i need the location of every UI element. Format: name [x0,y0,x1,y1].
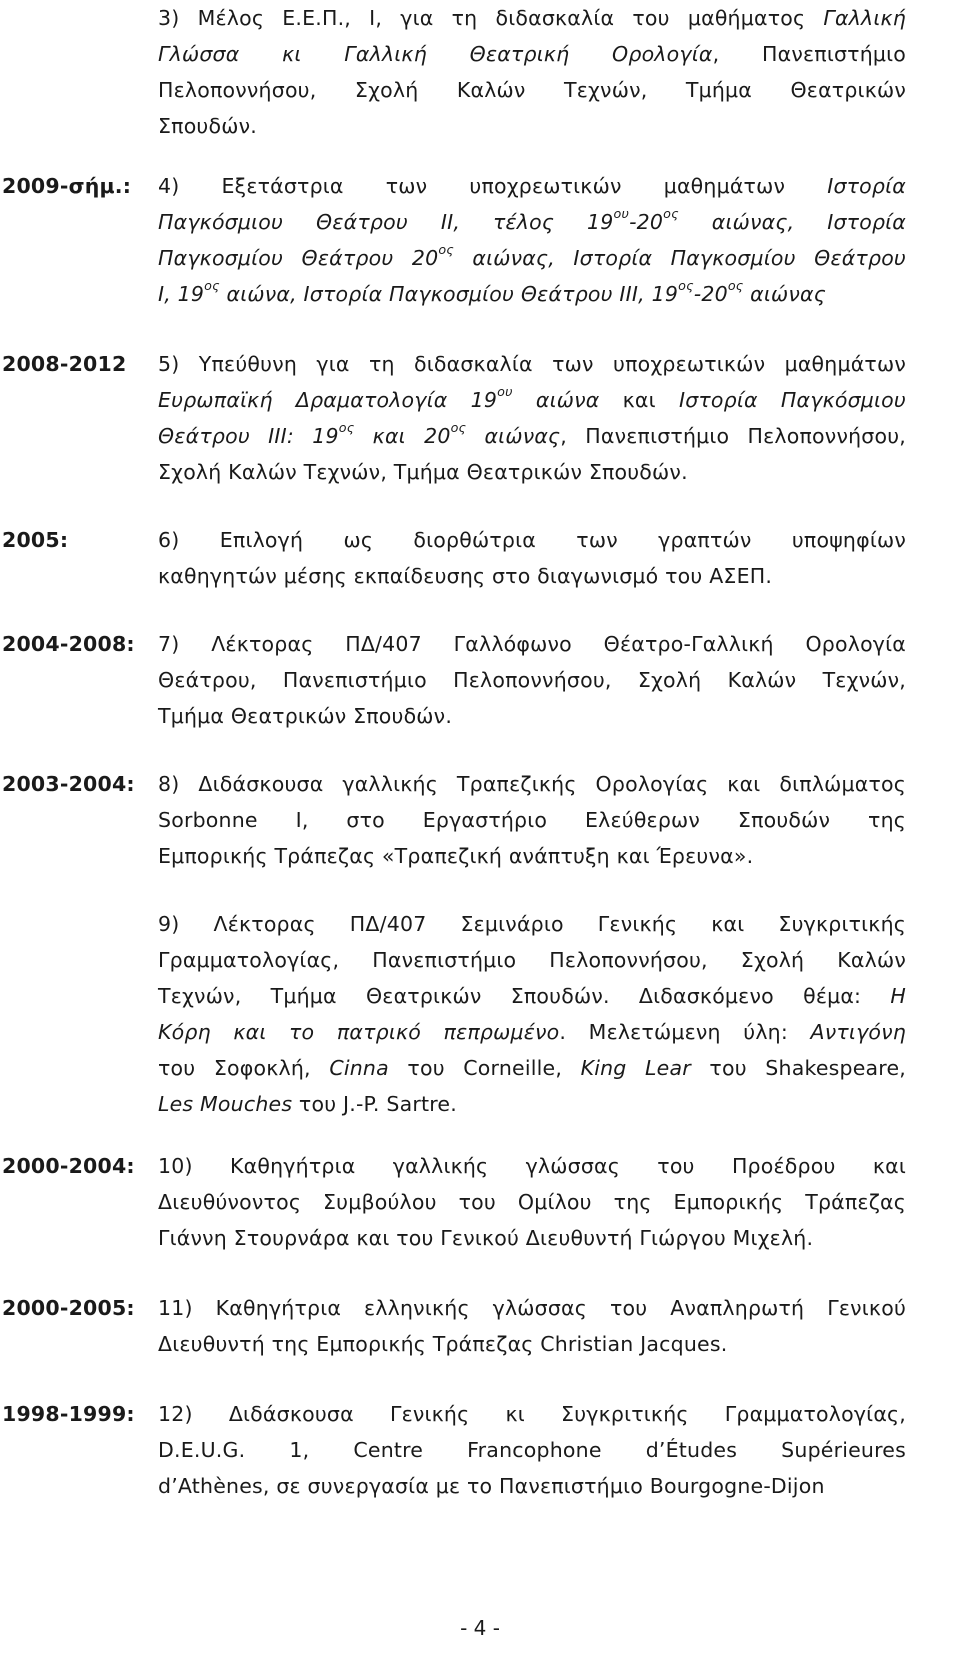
entry-date: 2004-2008: [2,632,135,656]
text-run: Εμπορικής Τράπεζας «Τραπεζική ανάπτυξη και Έρευνα». [158,844,754,868]
entry-text [158,1396,906,1504]
text-line [158,1050,906,1086]
text-line [158,1432,906,1468]
text-line [158,418,906,454]
text-run: και 20 [354,424,451,448]
text-run: Διευθύνοντος Συμβούλου του Ομίλου της Εμπορικής Τράπεζας [158,1190,906,1214]
text-line [158,108,906,144]
text-run: d’Athènes, σε συνεργασία με το Πανεπιστήμιο Bourgogne-Dijon [158,1474,825,1498]
text-line [158,0,906,36]
entry-date: 2008-2012 [2,352,127,376]
text-run: Les Mouches [158,1092,293,1116]
superscript: ος [678,278,694,294]
text-run: Αντιγόνη [810,1020,906,1044]
page-number: - 4 - [460,1616,500,1640]
text-run: Παγκοσμίου Θεάτρου 20 [158,246,439,270]
text-run: του Σοφοκλή, [158,1056,330,1080]
text-run: , Πανεπιστήμιο [712,42,907,66]
text-line [158,72,906,108]
text-run: Τεχνών, Τμήμα Θεατρικών Σπουδών. Διδασκόμενο θέμα: [158,984,891,1008]
text-run: Σπουδών. [158,114,257,138]
text-run: -20 [629,210,664,234]
entry-date: 2003-2004: [2,772,135,796]
superscript: ος [663,206,679,222]
text-line [158,1148,906,1184]
text-run: 5) Υπεύθυνη για τη διδασκαλία των υποχρεωτικών μαθημάτων [158,352,906,376]
text-line [158,942,906,978]
entry-date: 1998-1999: [2,1402,135,1426]
text-line [158,1184,906,1220]
text-line [158,802,906,838]
text-run: -20 [693,282,728,306]
text-line [158,36,906,72]
text-run: Η [890,984,906,1008]
text-line [158,522,906,558]
text-run: Θεάτρου, Πανεπιστήμιο Πελοποννήσου, Σχολή Καλών Τεχνών, [158,668,906,692]
text-line [158,454,906,490]
text-run: του Shakespeare, [690,1056,907,1080]
entry-date: 2000-2004: [2,1154,135,1178]
text-run: Ιστορία Παγκόσμιου [678,388,906,412]
text-run: αιώνας, Ιστορία Παγκοσμίου Θεάτρου [453,246,906,270]
entry-date: 2005: [2,528,69,552]
text-line [158,382,906,418]
entry-text [158,1148,906,1256]
text-run: 8) Διδάσκουσα γαλλικής Τραπεζικής Ορολογίας και διπλώματος [158,772,906,796]
superscript: ου [497,384,513,400]
text-line [158,662,906,698]
text-run: Παγκόσμιου Θεάτρου ΙΙ, τέλος 19 [158,210,614,234]
text-run: 4) Εξετάστρια των υποχρεωτικών μαθημάτων [158,174,828,198]
text-run: 6) Επιλογή ως διορθώτρια των γραπτών υποψηφίων [158,528,906,552]
text-run: του J.-P. Sartre. [292,1092,457,1116]
text-run: Γαλλική [823,6,906,30]
entry-text [158,0,906,144]
text-line [158,276,906,312]
text-run: 11) Καθηγήτρια ελληνικής γλώσσας του Αναπληρωτή Γενικού [158,1296,906,1320]
text-line [158,1014,906,1050]
entry-date: 2009-σήμ.: [2,174,132,198]
text-line [158,838,906,874]
text-run: 9) Λέκτορας ΠΔ/407 Σεμινάριο Γενικής και Συγκριτικής [158,912,906,936]
text-run: Ευρωπαϊκή Δραματολογία 19 [158,388,498,412]
text-run: 7) Λέκτορας ΠΔ/407 Γαλλόφωνο Θέατρο-Γαλλική Ορολογία [158,632,906,656]
text-run: Πελοποννήσου, Σχολή Καλών Τεχνών, Τμήμα Θεατρικών [158,78,906,102]
text-run: Γιάννη Στουρνάρα και του Γενικού Διευθυντή Γιώργου Μιχελή. [158,1226,814,1250]
text-run: 10) Καθηγήτρια γαλλικής γλώσσας του Προέδρου και [158,1154,906,1178]
text-line [158,978,906,1014]
text-run: Σχολή Καλών Τεχνών, Τμήμα Θεατρικών Σπουδών. [158,460,688,484]
text-line [158,346,906,382]
text-run: 12) Διδάσκουσα Γενικής κι Συγκριτικής Γραμματολογίας, [158,1402,906,1426]
entry-text [158,626,906,734]
text-line [158,558,906,594]
text-run: Cinna [329,1056,389,1080]
text-run: Διευθυντή της Εμπορικής Τράπεζας Christian Jacques. [158,1332,728,1356]
text-line [158,626,906,662]
text-line [158,1326,906,1362]
text-run: King Lear [580,1056,691,1080]
superscript: ος [450,420,467,436]
text-run: και [599,388,679,412]
text-run: αιώνας, Ιστορία [678,210,907,234]
entry-date: 2000-2005: [2,1296,135,1320]
text-line [158,240,906,276]
text-run: Sorbonne I, στο Εργαστήριο Ελεύθερων Σπουδών της [158,808,906,832]
superscript: ος [438,242,454,258]
text-run: Ιστορία [827,174,906,198]
text-run: Γλώσσα κι Γαλλική Θεατρική Ορολογία [158,42,713,66]
superscript: ος [727,278,744,294]
text-run: Ι, 19 [158,282,205,306]
text-run: του Corneille, [388,1056,581,1080]
text-run: 3) Μέλος Ε.Ε.Π., Ι, για τη διδασκαλία του μαθήματος [158,6,824,30]
text-run: καθηγητών μέσης εκπαίδευσης στο διαγωνισμό του ΑΣΕΠ. [158,564,773,588]
text-run: αιώνα [512,388,600,412]
text-run: Κόρη και το πατρικό πεπρωμένο [158,1020,560,1044]
superscript: ος [338,420,355,436]
text-line [158,1290,906,1326]
text-line [158,906,906,942]
text-line [158,698,906,734]
text-line [158,1468,906,1504]
text-run: Γραμματολογίας, Πανεπιστήμιο Πελοποννήσου, Σχολή Καλών [158,948,906,972]
entry-text [158,1290,906,1362]
text-run: αιώνας [743,282,826,306]
text-run: . Μελετώμενη ύλη: [559,1020,811,1044]
text-run: αιώνας [466,424,561,448]
text-line [158,766,906,802]
entry-text [158,346,906,490]
text-run: , Πανεπιστήμιο Πελοποννήσου, [560,424,906,448]
entry-text [158,168,906,312]
text-run: Τμήμα Θεατρικών Σπουδών. [158,704,453,728]
superscript: ος [204,278,220,294]
text-line [158,1220,906,1256]
text-line [158,1086,906,1122]
entry-text [158,906,906,1122]
text-run: D.E.U.G. 1, Centre Francophone d’Études Supérieures [158,1438,906,1462]
entry-text [158,522,906,594]
superscript: ου [613,206,630,222]
entry-text [158,766,906,874]
text-run: Θεάτρου ΙΙΙ: 19 [158,424,339,448]
text-line [158,204,906,240]
text-line [158,1396,906,1432]
text-line [158,168,906,204]
text-run: αιώνα, Ιστορία Παγκοσμίου Θεάτρου ΙΙΙ, 19 [219,282,679,306]
